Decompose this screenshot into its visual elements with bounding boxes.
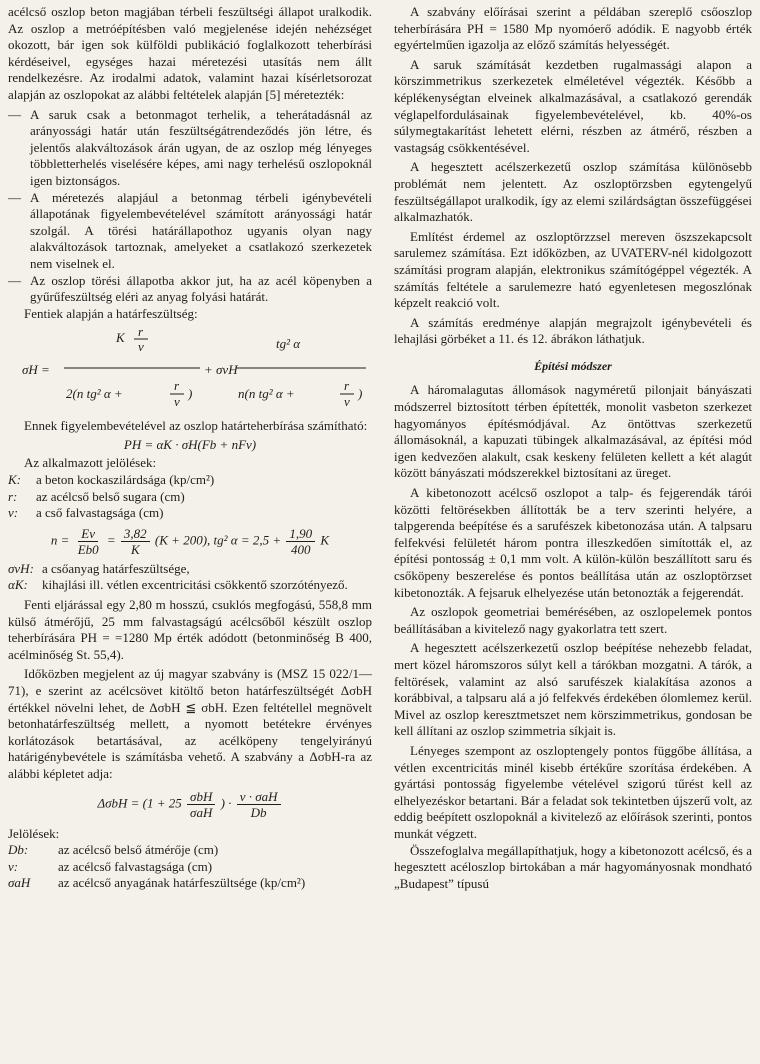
definition-row bbox=[8, 875, 372, 892]
eq1-num-k: K bbox=[116, 330, 125, 346]
dash-item-3 bbox=[8, 273, 372, 306]
definition-text: a csőanyag határfeszültsége, bbox=[42, 560, 190, 576]
definition-row bbox=[8, 472, 372, 489]
eq3-n: n = bbox=[50, 532, 70, 548]
definition-row bbox=[8, 842, 372, 859]
definition-text: az acélcső belső sugara (cm) bbox=[36, 488, 185, 504]
left-paragraph-1: acélcső oszlop beton magjában térbeli feszültségi állapot uralkodik. Az oszlop a metróépítésben való megjelenése idején nehézséget okozott, bár igen sok külföldi publikáció foglalkozott teherbírási kérdéseivel, egységes hazai méretezési utasítás nem állt rendelkezésre. Az irodalmi adatok, valamint hazai kísérletsorozat alapján az oszlopokat az alábbi feltételek alapján [5] méretezték: bbox=[8, 4, 372, 102]
right-paragraph-11: Összefoglalva megállapíthatjuk, hogy a kibetonozott acélcső, és a hegesztett acéloszlop birtokában a már hagyományosnak mondható „Budapest” típusú bbox=[394, 842, 752, 891]
right-paragraph-5: A számítás eredménye alapján megrajzolt igénybevételi és lehajlási görbéket a 11. és 12. ábrákon láthatjuk. bbox=[394, 314, 752, 347]
eq1-den-left: 2(n tg² α + bbox=[66, 386, 123, 402]
right-column bbox=[394, 4, 752, 892]
definition-list-2 bbox=[8, 561, 372, 594]
left-column bbox=[8, 4, 372, 892]
eq1-den2-r: r bbox=[344, 378, 350, 394]
eq4-den2: Db bbox=[250, 804, 267, 820]
definition-symbol: v: bbox=[8, 505, 19, 521]
definition-row bbox=[8, 859, 372, 876]
eq1-den-close: ) bbox=[188, 386, 193, 402]
eq3-382: 3,82 bbox=[121, 526, 150, 542]
right-paragraph-3: A hegesztett acélszerkezetű oszlop számítása különösebb problémát nem jelentett. Az oszloptörzsben egytengelyű feszültségállapot uralkodik, így az elemi szilárdságtan összefüggései alkalmazhatók. bbox=[394, 159, 752, 225]
left-paragraph-5: Fenti eljárással egy 2,80 m hosszú, csuklós megfogású, 558,8 mm külső átmérőjű, 25 mm falvastagságú acélcsőből készült oszlop teherbírására PH = =1280 Mp érték adódott (betonminőség B 400, acélminőség St. 55,4). bbox=[8, 597, 372, 662]
eq4-lhs: ΔσbH = (1 + 25 bbox=[97, 795, 182, 811]
right-paragraph-10: Lényeges szempont az oszloptengely pontos függőbe állítása, a vétlen excentricitás minél kisebb értékűre szorítása érdekében. A gyártási pontosság figyelembe vételével szigorú tűrést kell az elhelyezéskor betartani. Bár a feladat sok tekintetben újszerű volt, az eddig beépített oszlopoknál a kivitelező az előírások szerinti, pontos munkát végzett. bbox=[394, 742, 752, 841]
left-paragraph-2: Fentiek alapján a határfeszültség: bbox=[24, 305, 198, 321]
eq1-lhs: σH = bbox=[22, 362, 50, 378]
equation-limit-stress bbox=[8, 324, 372, 416]
left-paragraph-6: Időközben megjelent az új magyar szabvány is (MSZ 15 022/1—71), e szerint az acélcsövet kitöltő beton határfeszültségét ΔσbH értékkel növelni lehet, de ΔσbH ≦ σbH. Ezen feltétellel megnövelt betonhatárfeszültség mellett, a nyomott betétekre érvényes korlátozások betartásával, az acélköpeny tengelyirányú határigénybevétele is számításba vehető. A szabvány a ΔσbH-ra az alábbi képletet adja: bbox=[8, 666, 372, 781]
definition-text: az acélcső belső átmérője (cm) bbox=[58, 842, 219, 858]
eq3-frac-e bbox=[75, 526, 102, 557]
definition-list-1 bbox=[8, 472, 372, 522]
eq1-den-v: v bbox=[174, 394, 180, 410]
eq1-num-v: v bbox=[138, 339, 144, 355]
eq1-den-right: n(n tg² α + bbox=[238, 386, 295, 402]
dash-item-1 bbox=[8, 107, 372, 190]
eq3-tail-k: K bbox=[320, 532, 330, 548]
definition-symbol: σvH: bbox=[8, 560, 34, 576]
right-paragraph-7: A kibetonozott acélcső oszlopot a talp- és fejgerendák tárói közötti feltörésekben állították be a terv szerinti helyére, a talpgerenda beépítése és a sarufészek kibetonozása után. A talpsaru felfekvési felületét három pontra illeszkedően simították el, az építési pontosság ± 0,1 mm volt. A külön-külön beszállított saru és csőköpeny beszerelése és pontos beállítása után az oszloptörzset kibetonozták. A fejsaruk elhelyezése után betonozták a fejgerendát. bbox=[394, 485, 752, 600]
eq3-190: 1,90 bbox=[286, 526, 315, 542]
equation-concrete-increase bbox=[8, 789, 372, 820]
right-paragraph-6: A háromalagutas állomások nagyméretű pilonjait bányászati módszerrel biztosított térben építették, monolit vasbeton szerkezet hagyományos építésmódjával. Az öntöttvas szerkezetű állomásoknál, a kapuzati tübingek alkalmazásával, az építési mód igen kedvezően alakult, csak keskeny felületen kellett a két alagút között bányászati módszerekkel biztosítani az üreget. bbox=[394, 382, 752, 481]
eq3-ev: Ev bbox=[78, 526, 98, 542]
eq1-num-r: r bbox=[138, 324, 144, 340]
eq4-frac-2 bbox=[237, 789, 281, 820]
eq4-fn: σbH bbox=[187, 789, 215, 805]
equation-capacity: PH = αK · σH(Fb + nFv) bbox=[123, 436, 257, 452]
definition-row bbox=[8, 489, 372, 506]
eq4-mid: ) · bbox=[220, 795, 232, 811]
eq4-num2: v · σaH bbox=[237, 789, 281, 805]
eq3-frac-k bbox=[121, 526, 150, 557]
dash-item-text: A saruk csak a betonmagot terhelik, a teherátadásnál az arányossági határ után feszültségátrendeződés jön létre, és jelentős alakváltozások árán ugyan, de az oszlop még lényeges többletterhelés viselésére képes, ami nagy terhelésű oszlopoknál igen biztonságos. bbox=[30, 106, 372, 188]
definition-row bbox=[8, 561, 372, 578]
eq1-den2-close: ) bbox=[358, 386, 363, 402]
definition-symbol: Db: bbox=[8, 842, 29, 858]
eq3-400: 400 bbox=[291, 541, 311, 557]
dash-marker: — bbox=[8, 189, 21, 205]
definition-list-3 bbox=[8, 842, 372, 892]
right-paragraph-1: A szabvány előírásai szerint a példában szereplő csőoszlop teherbírására PH = 1580 Mp nyomóerő adódik. E nagyobb érték egyértelműen igazolja az előző számítás helyességét. bbox=[394, 4, 752, 53]
right-paragraph-2: A saruk számítását kezdetben rugalmassági alapon a körszimmetrikus szerkezetek elméletével végezték. Később a képlékenységtan elveinek alkalmazásával, a csatlakozó gerendák véglapelfordulásainak figyelembevételével, kb. 40%-os súlymegtakarítást lehetett elérni, részben az átmérő, részben a vastagság csökkentésével. bbox=[394, 56, 752, 155]
right-paragraph-8: Az oszlopok geometriai bemérésében, az oszlopelemek pontos beállításában a kivitelező nagy gyakorlatra tett szert. bbox=[394, 604, 752, 636]
section-heading: Építési módszer bbox=[534, 358, 612, 373]
eq3-k: K bbox=[130, 541, 140, 557]
definition-text: kihajlási ill. vétlen excentricitási csökkentő szorzótényező. bbox=[42, 577, 348, 593]
definition-row bbox=[8, 577, 372, 594]
right-paragraph-4: Említést érdemel az oszloptörzzsel mereven öszszekapcsolt sarulemez számítása. Ezt időközben, az UVATERV-nél kidolgozott számítási program alapján, elektronikus számítógéppel végezték. A számítás feltétele a sarulemezre ható egyenletesen megoszlónak képzelt reakció volt. bbox=[394, 228, 752, 311]
eq1-plus: + σvH bbox=[204, 362, 238, 378]
definition-text: az acélcső falvastagsága (cm) bbox=[58, 858, 213, 874]
left-paragraph-3: Ennek figyelembevételével az oszlop határteherbírása számítható: bbox=[24, 418, 368, 434]
definition-text: a beton kockaszilárdsága (kp/cm²) bbox=[36, 472, 215, 488]
eq1-den-r: r bbox=[174, 378, 180, 394]
eq3-eb: Eb0 bbox=[77, 541, 99, 557]
equation-ratio bbox=[8, 526, 372, 557]
definition-symbol: K: bbox=[8, 472, 21, 488]
dash-item-text: Az oszlop törési állapotba akkor jut, ha az acél köpenyben a gyűrűfeszültség eléri az anyag folyási határát. bbox=[30, 272, 372, 305]
definition-text: a cső falvastagsága (cm) bbox=[36, 505, 164, 521]
definition-symbol: v: bbox=[8, 858, 19, 874]
eq1-den2-v: v bbox=[344, 394, 350, 410]
eq1-tg: tg² α bbox=[276, 336, 301, 352]
dash-marker: — bbox=[8, 106, 21, 122]
definition-symbol: σaH bbox=[8, 875, 31, 891]
eq3-mid: (K + 200), tg² α = 2,5 + bbox=[154, 532, 282, 548]
dash-marker: — bbox=[8, 272, 21, 288]
right-paragraph-9: A hegesztett acélszerkezetű oszlop beépítése nehezebb feladat, mert közel háromszoros súlyt kell a tárókban mozgatni. A tárók, a feltörések, valamint az alsó sarufészek kialakítása azonos a korábbival, a talpsaru alá a jó felfekvés érdekében ólomlemez kerül. Mivel az oszlop keresztmetszet nem körszimmetrikus, gondosan be kell állítani az oszlop szimmetria síkjait is. bbox=[394, 640, 752, 739]
left-paragraph-4: Az alkalmazott jelölések: bbox=[24, 455, 157, 471]
eq4-fd: σaH bbox=[190, 804, 213, 820]
equation-limit-stress-svg bbox=[8, 324, 372, 416]
definition-symbol: r: bbox=[8, 488, 18, 504]
left-paragraph-7: Jelölések: bbox=[8, 825, 60, 841]
dash-item-text: A méretezés alapjául a betonmag térbeli igénybevételi állapotának figyelembevételével számított arányossági határ szolgál. A törési határállapothoz ugyanis olyan nagy alakváltozások tartoznak, amelyeket a csatlakozó szerkezetek nem viselnek el. bbox=[30, 189, 372, 271]
eq4-frac-1 bbox=[187, 789, 215, 820]
eq3-frac-400 bbox=[286, 526, 315, 557]
eq3-eq: = bbox=[106, 532, 116, 548]
definition-symbol: αK: bbox=[8, 577, 28, 593]
dash-item-2 bbox=[8, 190, 372, 273]
definition-row bbox=[8, 505, 372, 522]
definition-text: az acélcső anyagának határfeszültsége (kp/cm²) bbox=[58, 875, 306, 891]
